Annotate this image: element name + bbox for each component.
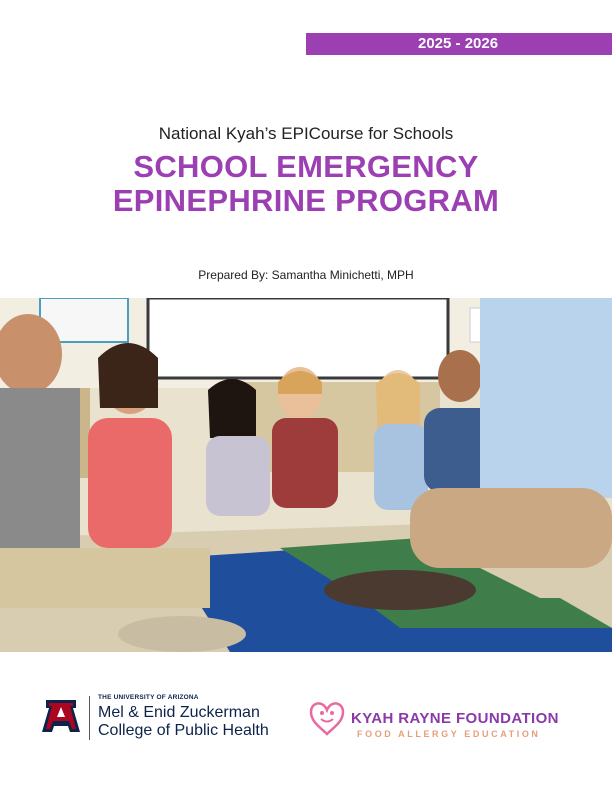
university-name: THE UNIVERSITY OF ARIZONA (98, 694, 199, 701)
arizona-a-icon (40, 696, 82, 736)
logo-divider (89, 696, 90, 740)
foundation-name: KYAH RAYNE FOUNDATION (351, 710, 559, 727)
college-name-line-1: Mel & Enid Zuckerman (98, 704, 260, 721)
cover-subtitle: National Kyah’s EPICourse for Schools (158, 124, 454, 143)
heart-face-icon (305, 698, 349, 738)
college-name-line-2: College of Public Health (98, 722, 269, 739)
classroom-photo-illustration (0, 298, 612, 652)
cover-title (0, 150, 612, 218)
cover-title-line-2: EPINEPHRINE PROGRAM (112, 183, 500, 218)
cover-title-line-1: SCHOOL EMERGENCY (133, 149, 479, 184)
year-text: 2025 - 2026 (418, 35, 499, 52)
university-of-arizona-logo (40, 694, 290, 744)
year-banner (306, 33, 612, 55)
foundation-tagline: FOOD ALLERGY EDUCATION (357, 729, 541, 739)
classroom-photo (0, 298, 612, 652)
prepared-by: Prepared By: Samantha Minichetti, MPH (198, 268, 414, 282)
kyah-rayne-foundation-logo (305, 698, 580, 744)
